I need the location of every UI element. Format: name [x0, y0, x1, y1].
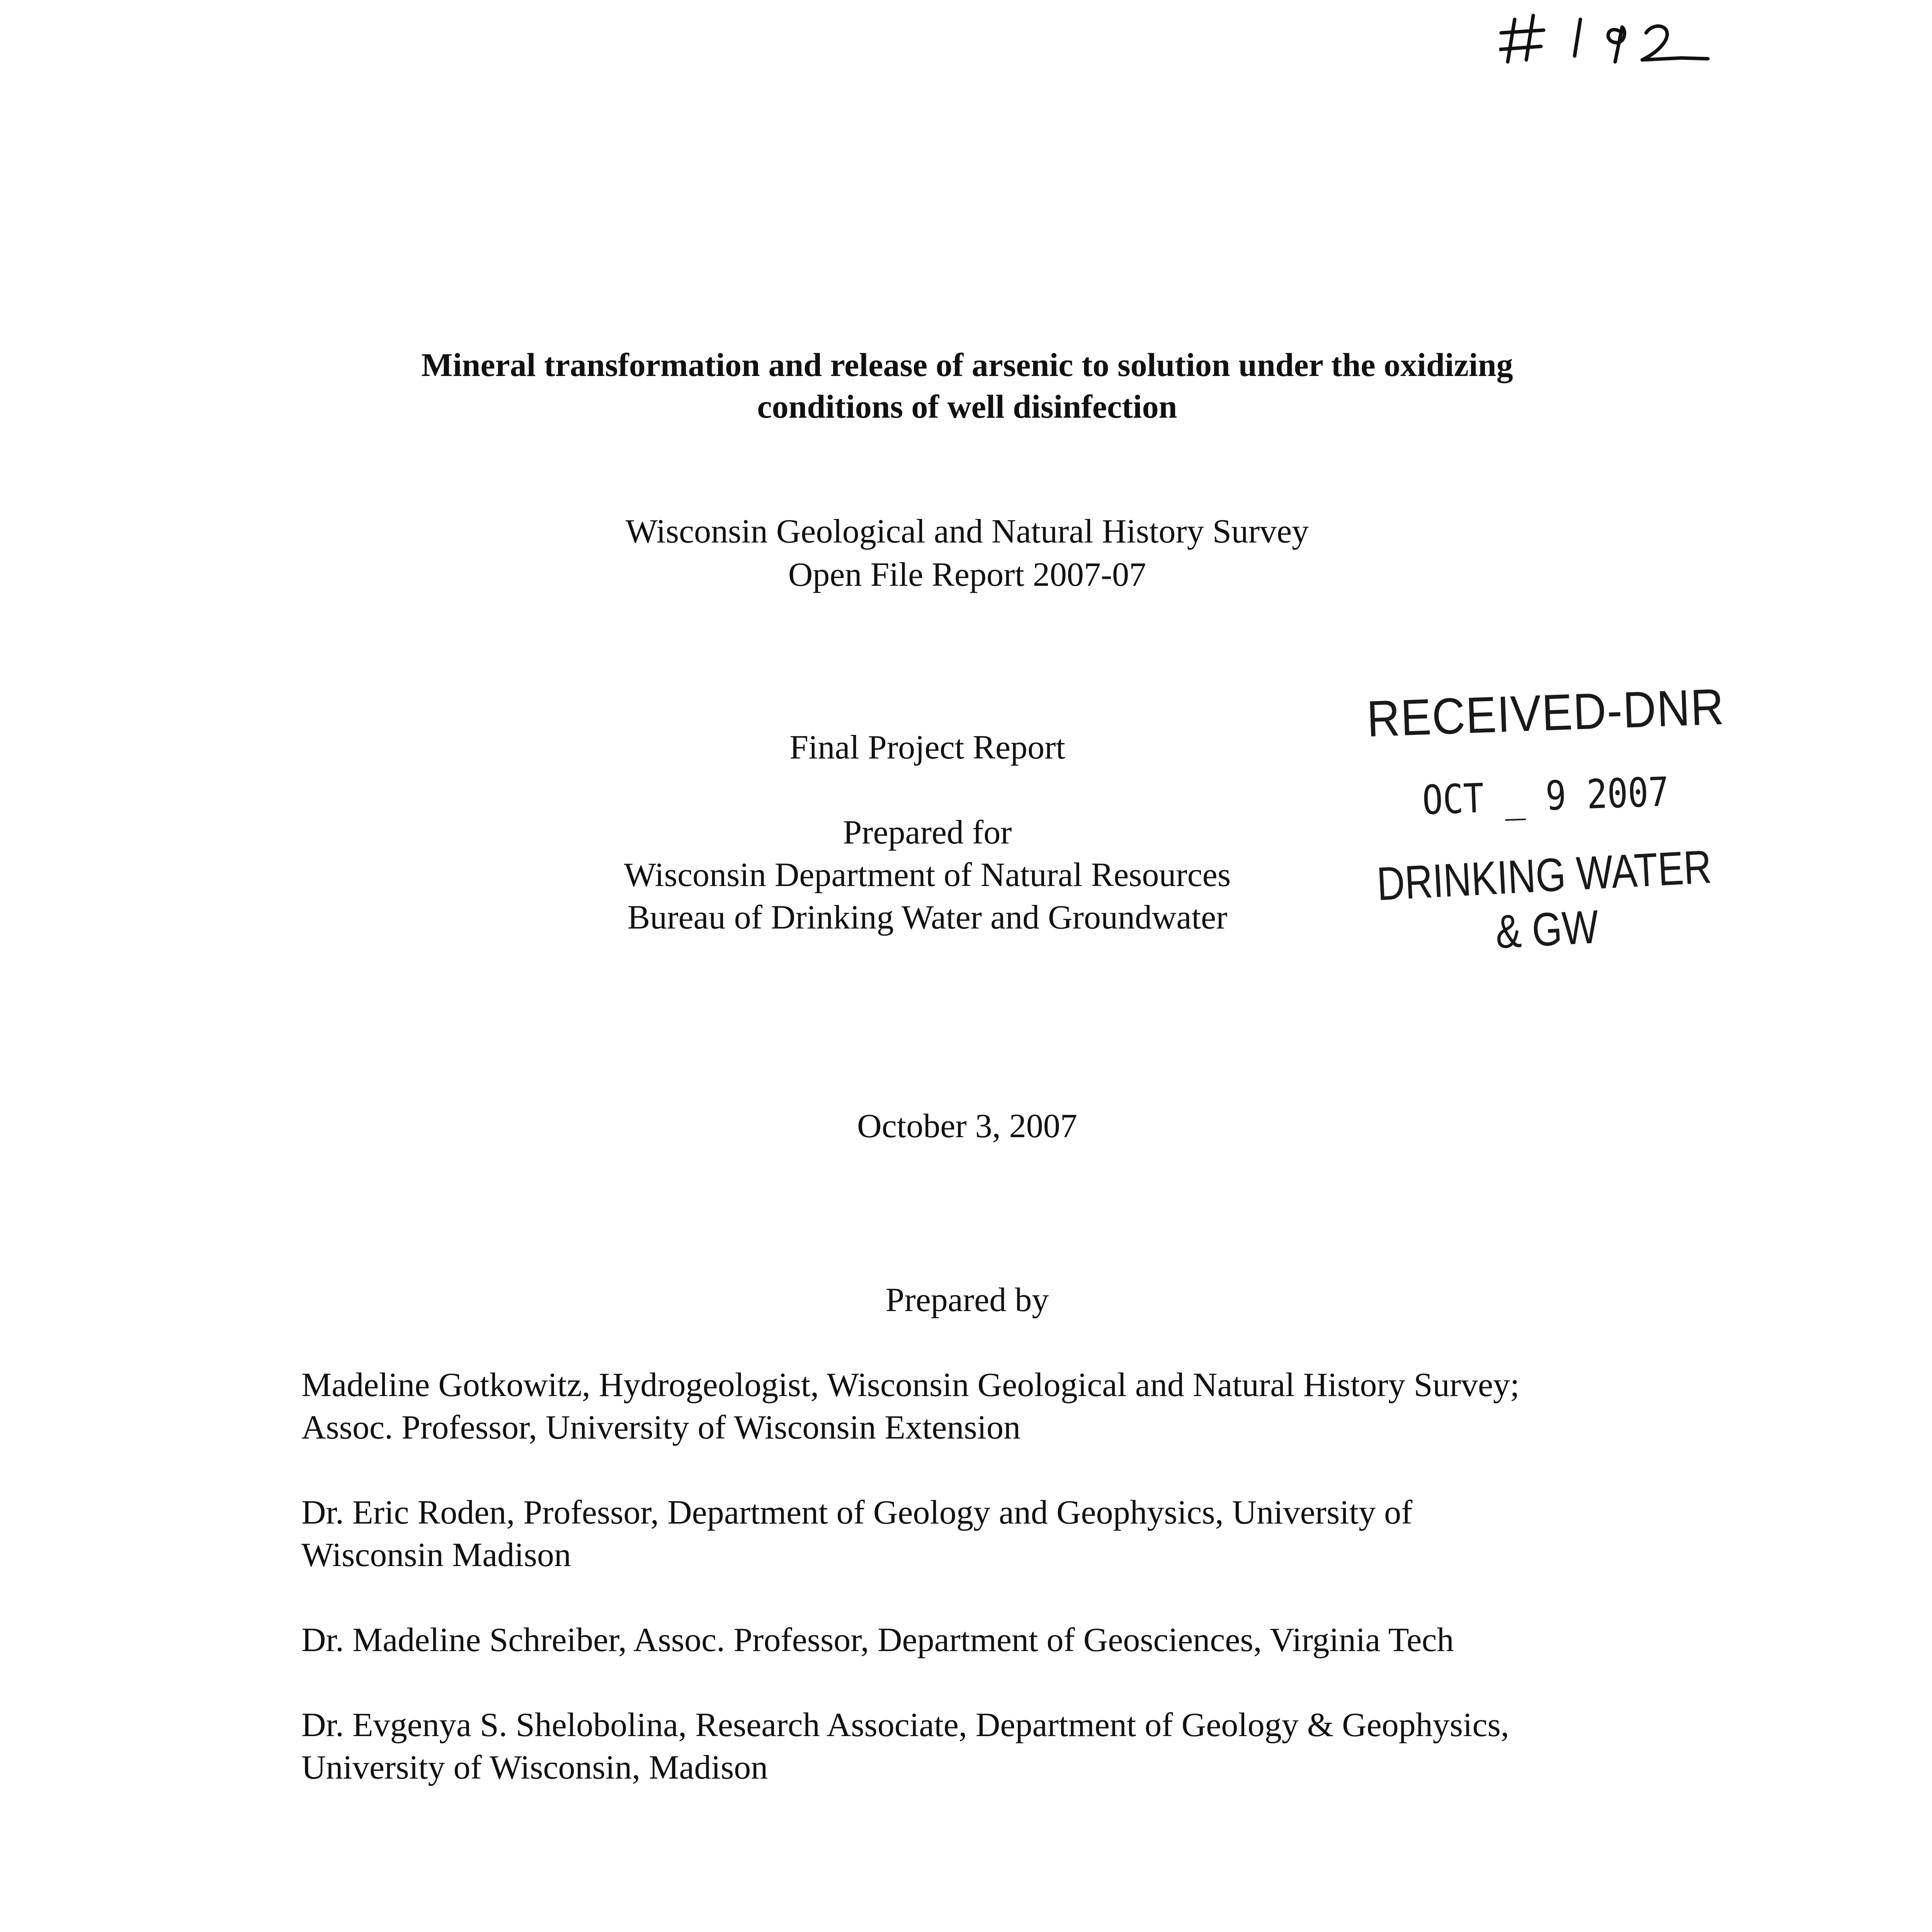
title-line-2: conditions of well disinfection	[757, 388, 1177, 425]
report-type: Final Project Report	[789, 729, 1065, 766]
prepared-for-label: Prepared for	[843, 814, 1012, 851]
survey-block	[0, 510, 1932, 597]
prepared-for-block	[541, 811, 1314, 939]
report-number: Open File Report 2007-07	[788, 556, 1146, 594]
author-line-1: Dr. Evgenya S. Shelobolina, Research Associate, Department of Geology & Geophysics,	[301, 1706, 1509, 1744]
title-line-1: Mineral transformation and release of arsenic to solution under the oxidizing	[421, 346, 1513, 383]
stamp-department: DRINKING WATER & GW	[1375, 840, 1713, 958]
handwritten-note	[1499, 4, 1716, 70]
received-stamp	[1325, 678, 1766, 958]
author-line-1: Dr. Eric Roden, Professor, Department of Geology and Geophysics, University of	[301, 1494, 1413, 1531]
author-line-1: Dr. Madeline Schreiber, Assoc. Professor, Department of Geosciences, Virginia Tech	[301, 1621, 1454, 1659]
author-line-2: Wisconsin Madison	[301, 1536, 571, 1574]
author-entry	[301, 1704, 1847, 1789]
stamp-received: RECEIVED-DNR	[1366, 678, 1726, 748]
author-entry	[301, 1492, 1847, 1577]
stamp-date: OCT _ 9 2007	[1421, 768, 1670, 824]
report-title	[0, 344, 1932, 427]
author-list	[301, 1364, 1847, 1832]
author-entry	[301, 1619, 1847, 1662]
prepared-by-label: Prepared by	[885, 1281, 1049, 1319]
author-entry	[301, 1364, 1847, 1449]
author-line-1: Madeline Gotkowitz, Hydrogeologist, Wisconsin Geological and Natural History Survey;	[301, 1366, 1520, 1404]
report-date: October 3, 2007	[857, 1107, 1077, 1145]
author-line-2: Assoc. Professor, University of Wisconsin Extension	[301, 1409, 1021, 1446]
author-line-2: University of Wisconsin, Madison	[301, 1749, 768, 1786]
survey-name: Wisconsin Geological and Natural History Survey	[625, 513, 1309, 550]
prepared-for-department: Wisconsin Department of Natural Resources	[624, 856, 1231, 894]
prepared-for-bureau: Bureau of Drinking Water and Groundwater	[627, 899, 1228, 936]
